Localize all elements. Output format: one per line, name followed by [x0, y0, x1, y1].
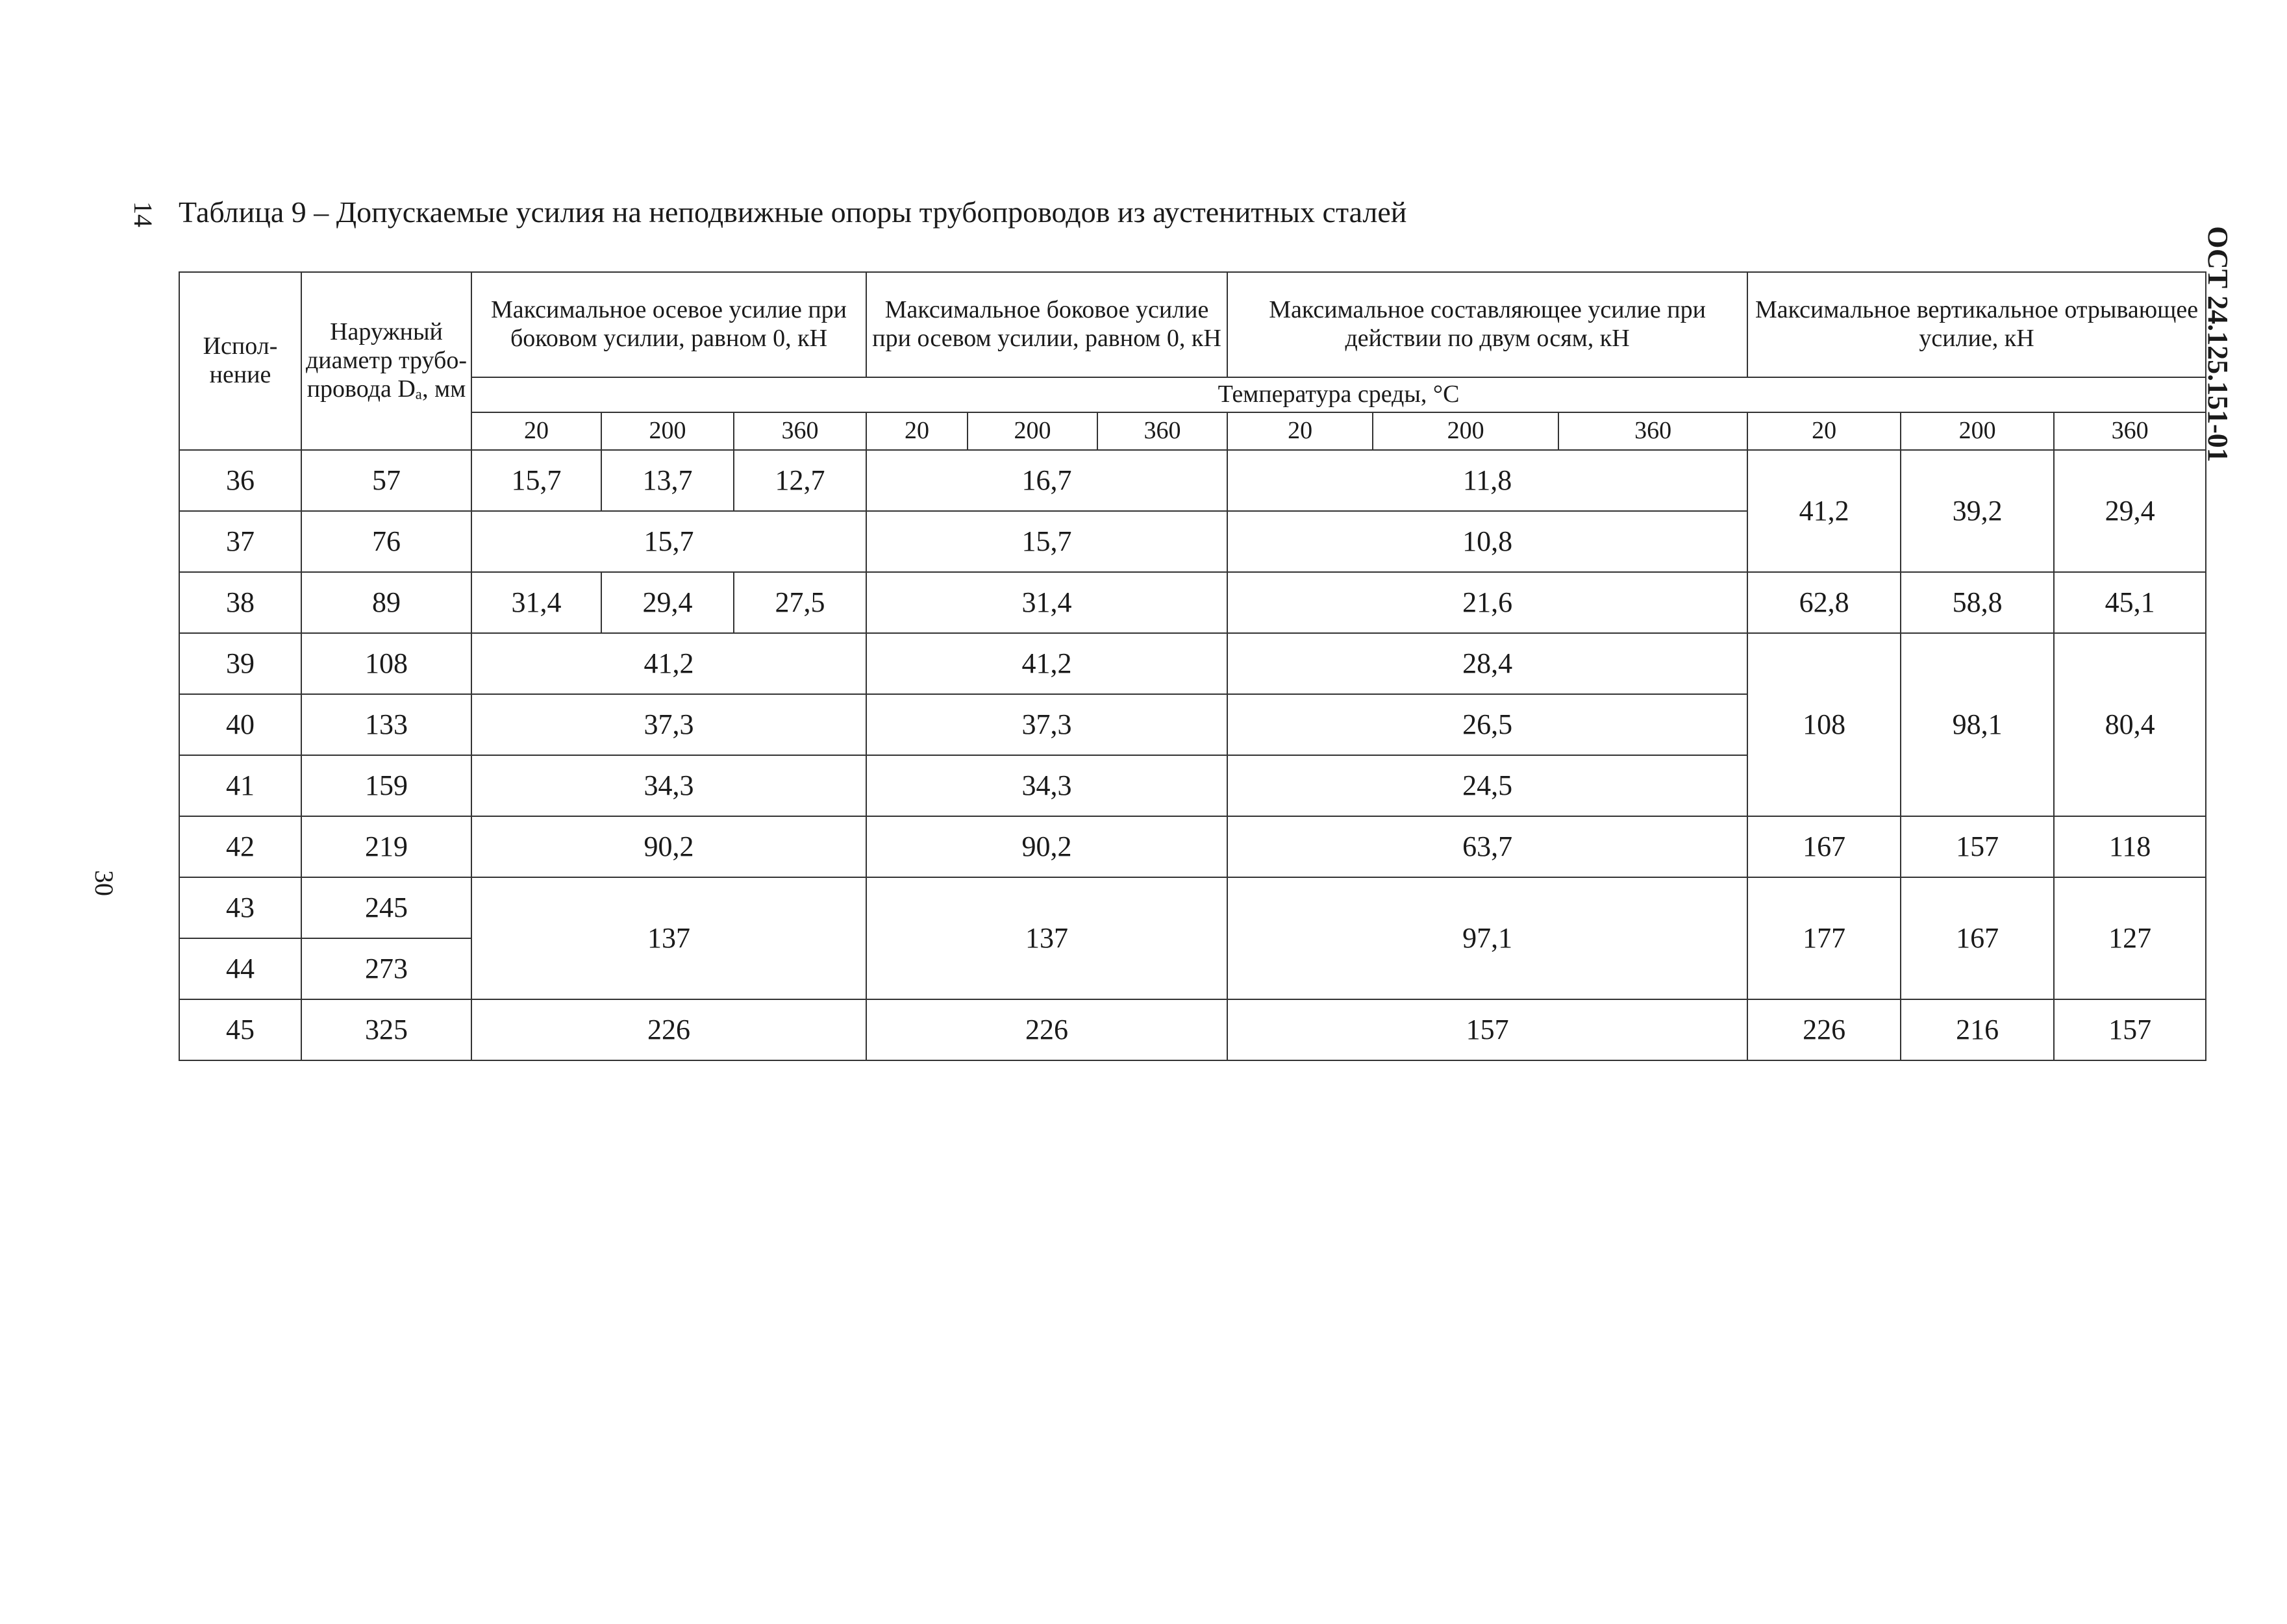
cell-vertical-200: 58,8 — [1901, 572, 2054, 633]
cell-variant: 43 — [179, 877, 301, 938]
cell-axial-20: 15,7 — [471, 450, 601, 511]
forces-table — [179, 271, 2206, 1061]
cell-vertical-360: 157 — [2054, 999, 2206, 1060]
page-number-side: 30 — [90, 870, 119, 896]
header-vertical-force: Максимальное вертикальное отрывающее усилие, кН — [1747, 272, 2206, 377]
cell-axial-200: 29,4 — [601, 572, 734, 633]
cell-diameter: 219 — [301, 816, 471, 877]
cell-vertical-200: 157 — [1901, 816, 2054, 877]
table-row — [179, 816, 2206, 877]
cell-vertical-360: 80,4 — [2054, 633, 2206, 816]
cell-vertical-200: 39,2 — [1901, 450, 2054, 572]
cell-vertical-360: 45,1 — [2054, 572, 2206, 633]
cell-variant: 38 — [179, 572, 301, 633]
cell-lateral: 37,3 — [866, 694, 1227, 755]
page-number: 14 — [129, 201, 158, 227]
cell-vertical-20: 177 — [1747, 877, 1901, 999]
cell-lateral: 41,2 — [866, 633, 1227, 694]
table-row — [179, 633, 2206, 694]
temp-label: 20 — [1227, 412, 1373, 450]
temp-label: 20 — [866, 412, 968, 450]
temp-label: 360 — [1558, 412, 1747, 450]
temp-label: 200 — [601, 412, 734, 450]
cell-vertical-20: 226 — [1747, 999, 1901, 1060]
cell-axial-360: 27,5 — [734, 572, 866, 633]
table-row — [179, 877, 2206, 938]
cell-lateral: 16,7 — [866, 450, 1227, 511]
header-temperature: Температура среды, °С — [471, 377, 2206, 412]
cell-axial: 41,2 — [471, 633, 866, 694]
cell-axial: 137 — [471, 877, 866, 999]
temp-label: 20 — [1747, 412, 1901, 450]
cell-axial: 226 — [471, 999, 866, 1060]
cell-variant: 36 — [179, 450, 301, 511]
cell-combined: 97,1 — [1227, 877, 1747, 999]
cell-axial: 15,7 — [471, 511, 866, 572]
cell-diameter: 325 — [301, 999, 471, 1060]
cell-variant: 41 — [179, 755, 301, 816]
cell-variant: 44 — [179, 938, 301, 999]
cell-vertical-200: 167 — [1901, 877, 2054, 999]
document-code: ОСТ 24.125.151-01 — [2202, 226, 2234, 462]
cell-lateral: 226 — [866, 999, 1227, 1060]
cell-diameter: 245 — [301, 877, 471, 938]
cell-combined: 21,6 — [1227, 572, 1747, 633]
cell-vertical-200: 216 — [1901, 999, 2054, 1060]
cell-diameter: 57 — [301, 450, 471, 511]
cell-variant: 45 — [179, 999, 301, 1060]
cell-diameter: 159 — [301, 755, 471, 816]
cell-variant: 42 — [179, 816, 301, 877]
cell-axial: 34,3 — [471, 755, 866, 816]
cell-axial: 90,2 — [471, 816, 866, 877]
cell-vertical-360: 127 — [2054, 877, 2206, 999]
cell-combined: 157 — [1227, 999, 1747, 1060]
cell-axial-360: 12,7 — [734, 450, 866, 511]
cell-axial: 37,3 — [471, 694, 866, 755]
temp-label: 360 — [734, 412, 866, 450]
cell-combined: 28,4 — [1227, 633, 1747, 694]
cell-combined: 24,5 — [1227, 755, 1747, 816]
cell-diameter: 108 — [301, 633, 471, 694]
cell-vertical-20: 62,8 — [1747, 572, 1901, 633]
cell-lateral: 90,2 — [866, 816, 1227, 877]
table-caption: Таблица 9 – Допускаемые усилия на неподвижные опоры трубопроводов из аустенитных сталей — [179, 195, 1407, 229]
cell-combined: 63,7 — [1227, 816, 1747, 877]
header-diameter: Наружный диаметр трубо-провода Dₐ, мм — [301, 272, 471, 450]
cell-variant: 39 — [179, 633, 301, 694]
cell-vertical-20: 41,2 — [1747, 450, 1901, 572]
cell-lateral: 137 — [866, 877, 1227, 999]
cell-diameter: 133 — [301, 694, 471, 755]
cell-axial-20: 31,4 — [471, 572, 601, 633]
cell-combined: 11,8 — [1227, 450, 1747, 511]
temp-label: 360 — [1097, 412, 1227, 450]
cell-variant: 37 — [179, 511, 301, 572]
temp-label: 200 — [968, 412, 1097, 450]
cell-lateral: 15,7 — [866, 511, 1227, 572]
cell-vertical-360: 29,4 — [2054, 450, 2206, 572]
header-lateral-force: Максимальное боковое усилие при осевом усилии, равном 0, кН — [866, 272, 1227, 377]
header-axial-force: Максимальное осевое усилие при боковом усилии, равном 0, кН — [471, 272, 866, 377]
temp-label: 200 — [1901, 412, 2054, 450]
cell-lateral: 31,4 — [866, 572, 1227, 633]
cell-axial-200: 13,7 — [601, 450, 734, 511]
cell-variant: 40 — [179, 694, 301, 755]
table-row — [179, 999, 2206, 1060]
cell-vertical-200: 98,1 — [1901, 633, 2054, 816]
cell-diameter: 76 — [301, 511, 471, 572]
cell-vertical-20: 167 — [1747, 816, 1901, 877]
table-row — [179, 450, 2206, 511]
cell-diameter: 273 — [301, 938, 471, 999]
temp-label: 20 — [471, 412, 601, 450]
cell-vertical-20: 108 — [1747, 633, 1901, 816]
temp-label: 200 — [1373, 412, 1558, 450]
cell-lateral: 34,3 — [866, 755, 1227, 816]
cell-vertical-360: 118 — [2054, 816, 2206, 877]
temp-label: 360 — [2054, 412, 2206, 450]
cell-combined: 26,5 — [1227, 694, 1747, 755]
header-combined-force: Максимальное составляющее усилие при действии по двум осям, кН — [1227, 272, 1747, 377]
cell-combined: 10,8 — [1227, 511, 1747, 572]
cell-diameter: 89 — [301, 572, 471, 633]
table-row — [179, 572, 2206, 633]
header-variant: Испол-нение — [179, 272, 301, 450]
